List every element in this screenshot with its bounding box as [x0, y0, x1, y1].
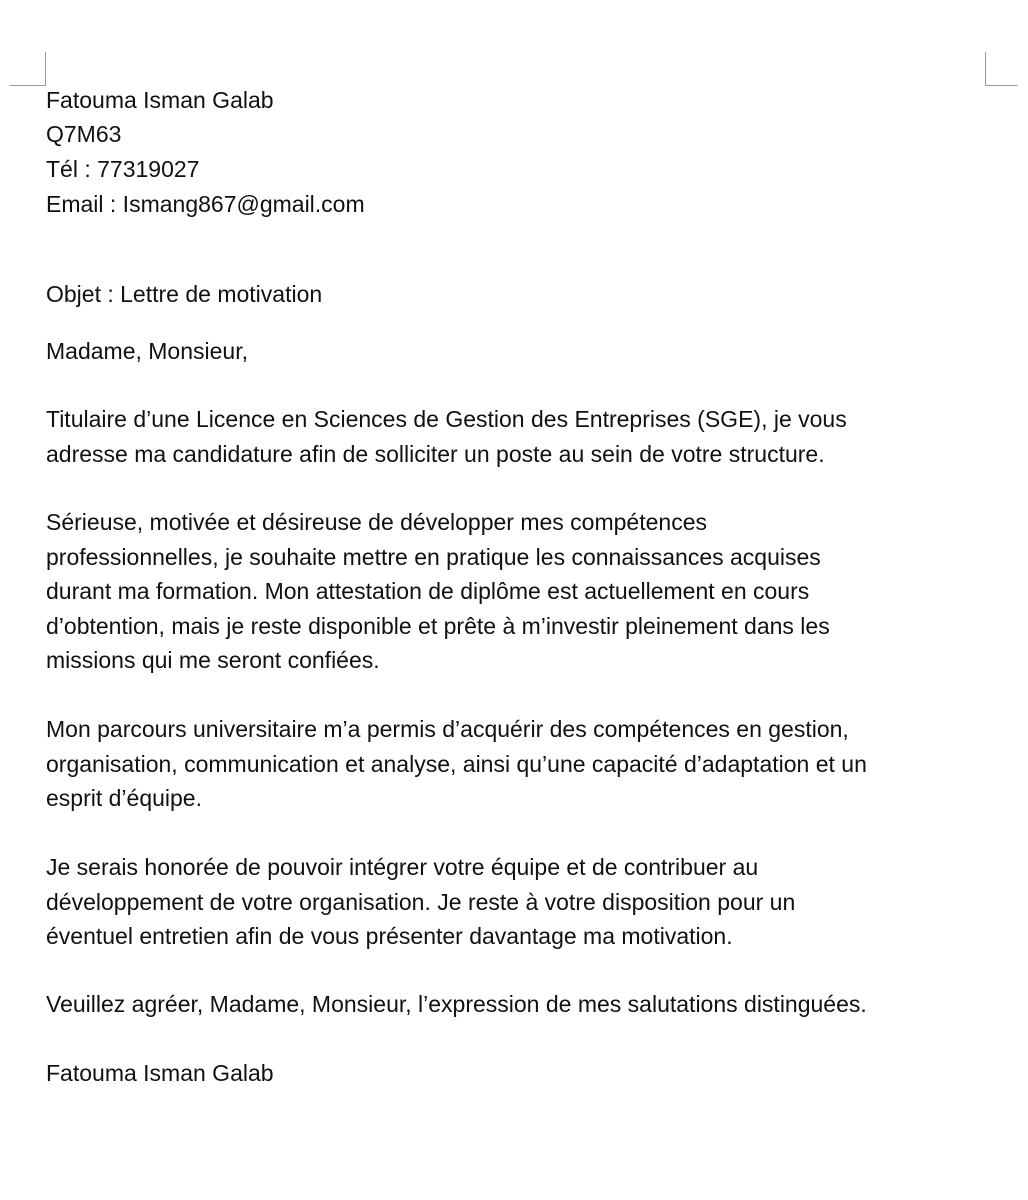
top-right-margin-mark	[985, 52, 1018, 86]
signature: Fatouma Isman Galab	[46, 1060, 274, 1086]
paragraph-line: organisation, communication et analyse, ainsi qu’une capacité d’adaptation et un	[46, 750, 867, 777]
letter-subject: Objet : Lettre de motivation	[46, 281, 323, 307]
paragraph-line: Titulaire d’une Licence en Sciences de Gestion des Entreprises (SGE), je vous	[46, 406, 847, 432]
paragraph-line: esprit d’équipe.	[46, 785, 202, 811]
paragraph-line: missions qui me seront confiées.	[46, 647, 380, 673]
letter-salutation: Madame, Monsieur,	[46, 338, 248, 364]
paragraph-line: développement de votre organisation. Je reste à votre disposition pour un	[46, 888, 796, 915]
paragraph-line: professionnelles, je souhaite mettre en pratique les connaissances acquises	[46, 543, 821, 570]
paragraph-line: d’obtention, mais je reste disponible et prête à m’investir pleinement dans les	[46, 612, 830, 639]
letter-closing: Veuillez agréer, Madame, Monsieur, l’expression de mes salutations distinguées.	[46, 991, 867, 1017]
paragraph-4	[46, 850, 1006, 954]
top-left-margin-mark	[10, 52, 46, 86]
paragraph-line: Mon parcours universitaire m’a permis d’acquérir des compétences en gestion,	[46, 716, 849, 742]
sender-email: Email : Ismang867@gmail.com	[46, 191, 365, 217]
paragraph-3	[46, 712, 1006, 816]
paragraph-line: éventuel entretien afin de vous présenter davantage ma motivation.	[46, 923, 733, 949]
paragraph-line: adresse ma candidature afin de solliciter un poste au sein de votre structure.	[46, 440, 825, 467]
paragraph-line: Je serais honorée de pouvoir intégrer votre équipe et de contribuer au	[46, 854, 759, 880]
paragraph-1	[46, 402, 1006, 471]
sender-name: Fatouma Isman Galab	[46, 87, 274, 113]
paragraph-2	[46, 505, 1006, 678]
sender-address: Q7M63	[46, 121, 122, 147]
paragraph-line: durant ma formation. Mon attestation de diplôme est actuellement en cours	[46, 578, 810, 604]
sender-phone: Tél : 77319027	[46, 156, 200, 182]
paragraph-line: Sérieuse, motivée et désireuse de développer mes compétences	[46, 509, 707, 535]
